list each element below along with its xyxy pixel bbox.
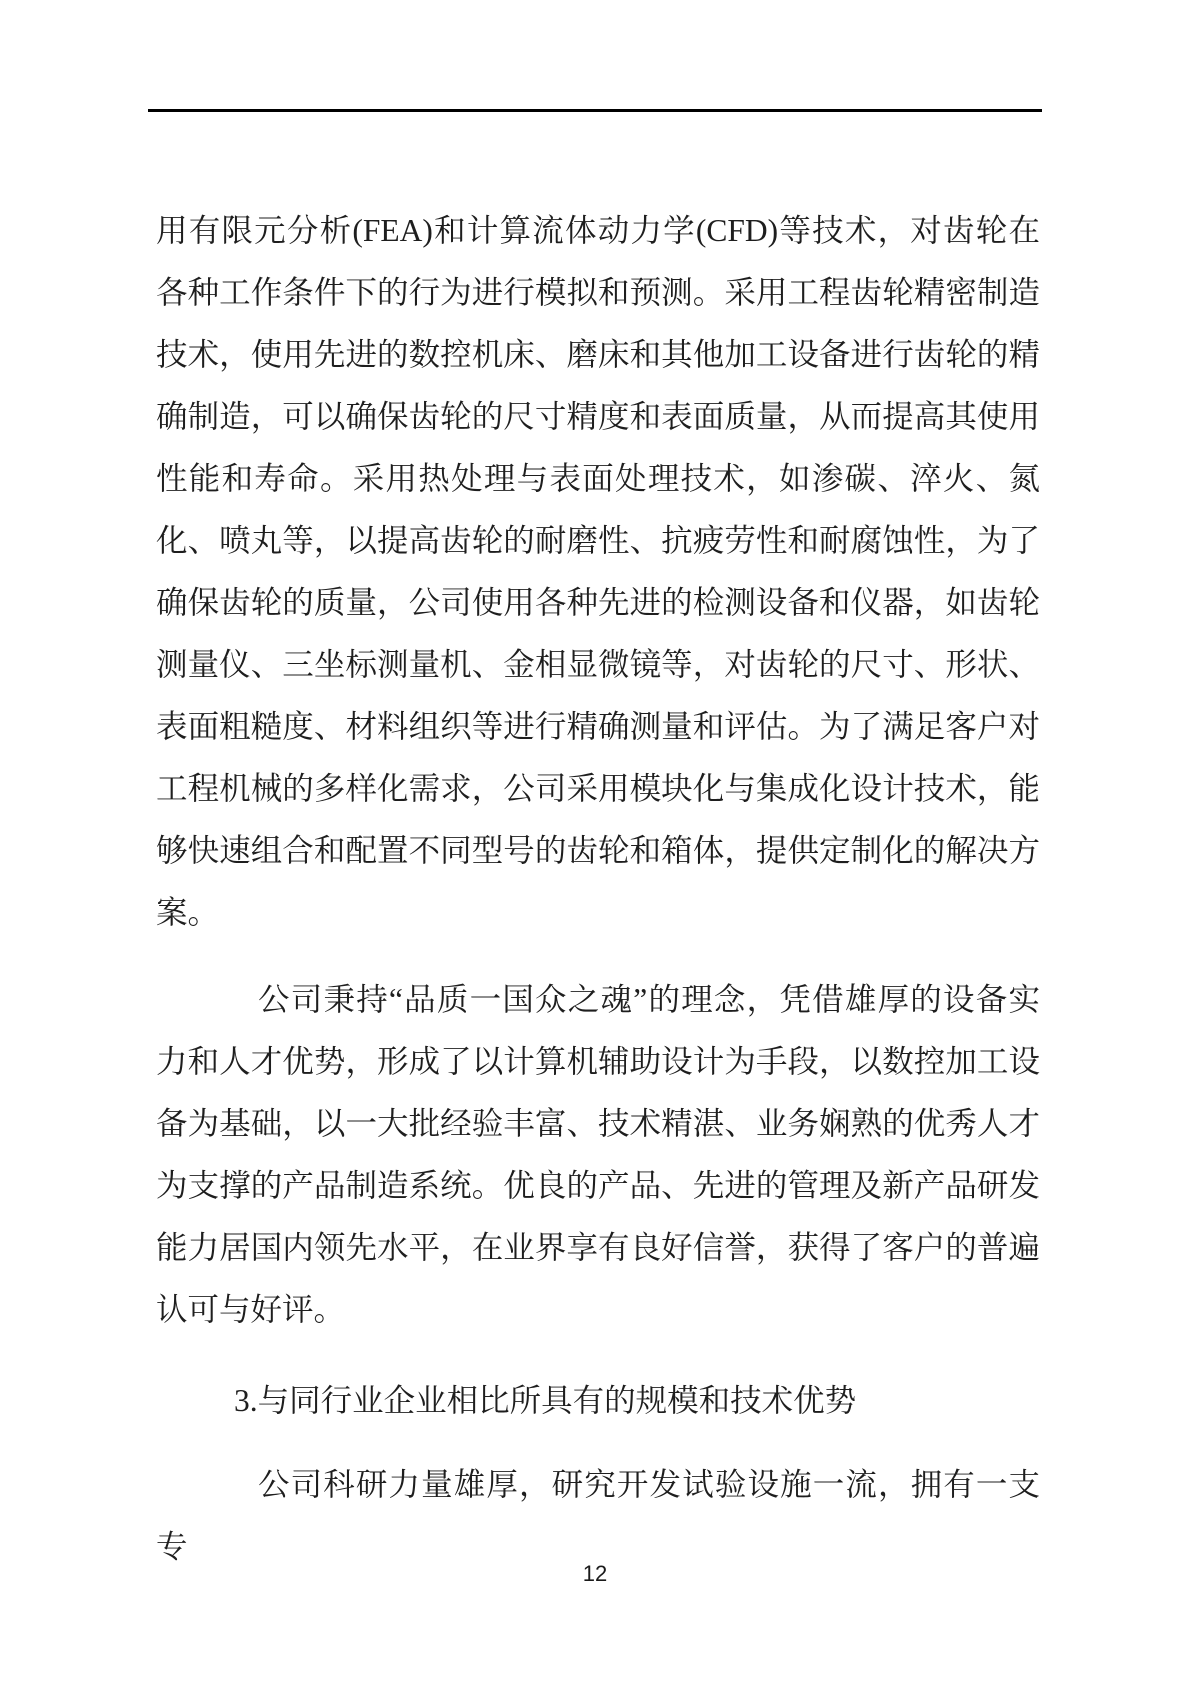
section-heading: 3.与同行业企业相比所具有的规模和技术优势 [234, 1383, 857, 1418]
page-body [156, 200, 1040, 1578]
body-paragraph: 用有限元分析(FEA)和计算流体动力学(CFD)等技术，对齿轮在各种工作条件下的行为进行模拟和预测。采用工程齿轮精密制造技术，使用先进的数控机床、磨床和其他加工设备进行齿轮的精确制造，可以确保齿轮的尺寸精度和表面质量，从而提高其使用性能和寿命。采用热处理与表面处理技术，如渗碳、淬火、氮化、喷丸等，以提高齿轮的耐磨性、抗疲劳性和耐腐蚀性，为了确保齿轮的质量，公司使用各种先进的检测设备和仪器，如齿轮测量仪、三坐标测量机、金相显微镜等，对齿轮的尺寸、形状、表面粗糙度、材料组织等进行精确测量和评估。为了满足客户对工程机械的多样化需求，公司采用模块化与集成化设计技术，能够快速组合和配置不同型号的齿轮和箱体，提供定制化的解决方案。 [156, 213, 1040, 930]
body-paragraph: 公司秉持“品质一国众之魂”的理念，凭借雄厚的设备实力和人才优势，形成了以计算机辅助设计为手段，以数控加工设备为基础，以一大批经验丰富、技术精湛、业务娴熟的优秀人才为支撑的产品制造系统。优良的产品、先进的管理及新产品研发能力居国内领先水平，在业界享有良好信誉，获得了客户的普遍认可与好评。 [156, 982, 1040, 1327]
page-number: 12 [582, 1561, 608, 1586]
body-paragraph: 公司科研力量雄厚，研究开发试验设施一流，拥有一支专 [156, 1467, 1040, 1564]
header-rule [148, 109, 1042, 112]
